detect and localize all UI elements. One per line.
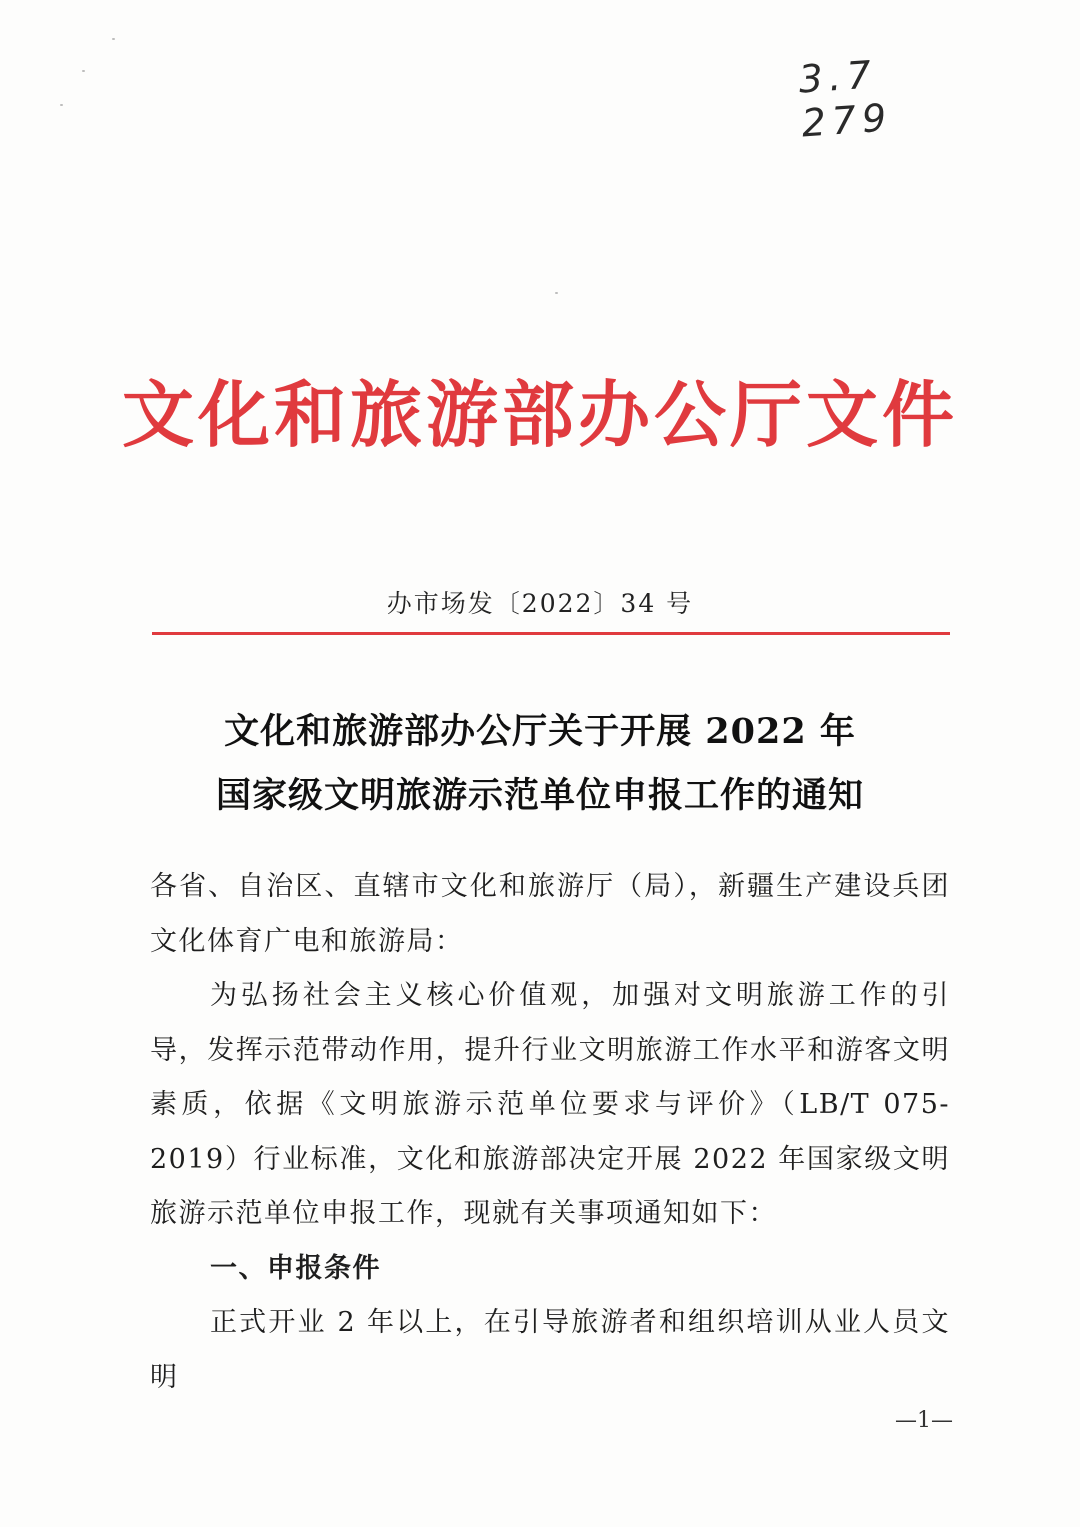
title-line-1: 文化和旅游部办公厅关于开展 2022 年: [224, 711, 856, 752]
title-line-2: 国家级文明旅游示范单位申报工作的通知: [215, 775, 864, 816]
addressee: 各省、自治区、直辖市文化和旅游厅（局），新疆生产建设兵团文化体育广电和旅游局：: [150, 871, 950, 957]
section-paragraph: 正式开业 2 年以上，在引导旅游者和组织培训从业人员文明: [150, 1307, 950, 1393]
document-body: [150, 860, 950, 1405]
scan-speck: [60, 104, 63, 106]
issuer-header: 文化和旅游部办公厅文件: [121, 372, 958, 457]
handwritten-note: 3.7 279: [797, 52, 894, 146]
scan-speck: [112, 38, 115, 40]
intro-paragraph: 为弘扬社会主义核心价值观，加强对文明旅游工作的引导，发挥示范带动作用，提升行业文明旅游工作水平和游客文明素质，依据《文明旅游示范单位要求与评价》（LB/T 075-2019）行业标准，文化和旅游部决定开展 2022 年国家级文明旅游示范单位申报工作，现就有关事项通知如下：: [150, 980, 950, 1229]
red-divider-rule: [152, 632, 950, 635]
scan-speck: [82, 70, 85, 72]
page-number: —1—: [895, 1408, 953, 1433]
document-title: [0, 700, 1080, 828]
scan-speck: [555, 292, 558, 294]
section-heading: 一、申报条件: [210, 1252, 381, 1284]
document-number: 办市场发〔2022〕34 号: [386, 589, 694, 618]
